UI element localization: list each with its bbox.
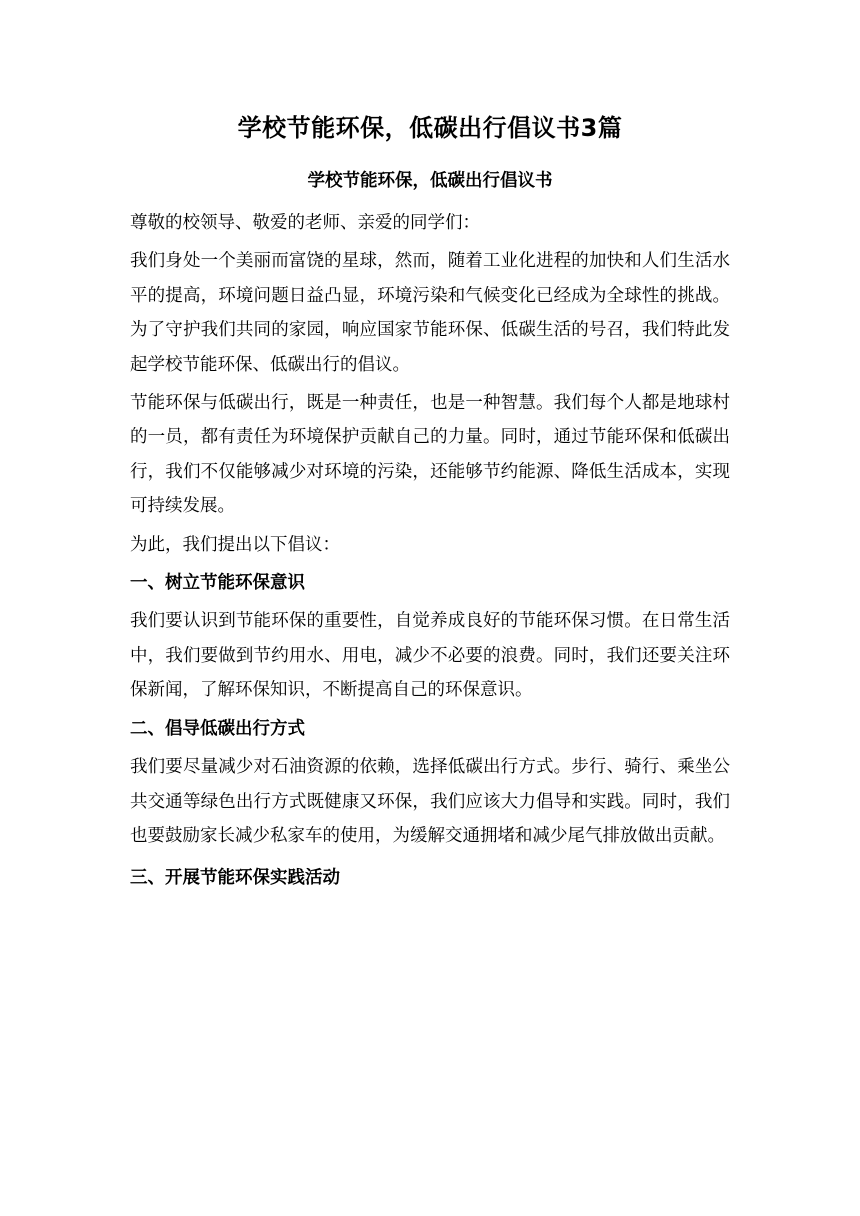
section-heading-1: 一、树立节能环保意识 (130, 573, 305, 594)
section-body-2: 我们要尽量减少对石油资源的依赖，选择低碳出行方式。步行、骑行、乘坐公共交通等绿色出行方式既健康又环保，我们应该大力倡导和实践。同时，我们也要鼓励家长减少私家车的使用，为缓解交通拥堵和减少尾气排放做出贡献。 (130, 757, 730, 846)
paragraph-proposal-lead: 为此，我们提出以下倡议： (130, 534, 340, 555)
document-subtitle: 学校节能环保，低碳出行倡议书 (307, 171, 553, 191)
section-heading-2: 二、倡导低碳出行方式 (130, 718, 305, 739)
document-content (130, 106, 730, 900)
paragraph-intro: 我们身处一个美丽而富饶的星球，然而，随着工业化进程的加快和人们生活水平的提高，环境问题日益凸显，环境污染和气候变化已经成为全球性的挑战。为了守护我们共同的家园，响应国家节能环保、低碳生活的号召，我们特此发起学校节能环保、低碳出行的倡议。 (130, 251, 730, 375)
salutation: 尊敬的校领导、敬爱的老师、亲爱的同学们： (130, 213, 480, 233)
document-title: 学校节能环保，低碳出行倡议书3篇 (237, 114, 623, 142)
paragraph-responsibility: 节能环保与低碳出行，既是一种责任，也是一种智慧。我们每个人都是地球村的一员，都有责任为环境保护贡献自己的力量。同时，通过节能环保和低碳出行，我们不仅能够减少对环境的污染，还能够节约能源、降低生活成本，实现可持续发展。 (130, 393, 730, 517)
section-body-1: 我们要认识到节能环保的重要性，自觉养成良好的节能环保习惯。在日常生活中，我们要做到节约用水、用电，减少不必要的浪费。同时，我们还要关注环保新闻，了解环保知识，不断提高自己的环保意识。 (130, 611, 730, 701)
section-heading-3: 三、开展节能环保实践活动 (130, 868, 340, 889)
